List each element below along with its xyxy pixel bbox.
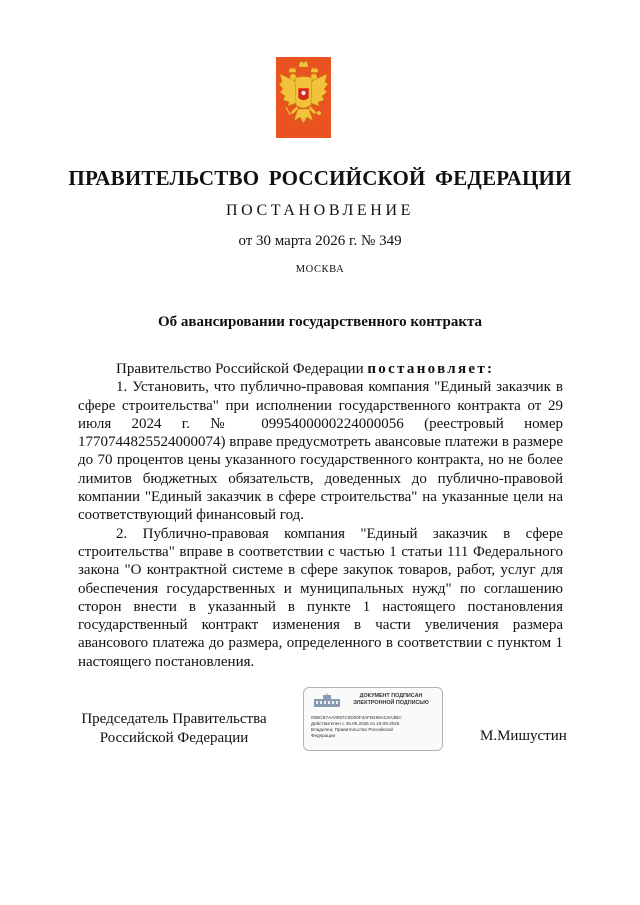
paragraph-1: 1. Установить, что публично-правовая компания "Единый заказчик в сфере строительства" при исполнении государственного контракта от 29 июля 2024 г. № 0995400000224000056 (реестровый номер 1770744825524000074) вправе предусмотреть авансовые платежи в размере до 70 процентов цены указанного государственного контракта, но не более лимитов бюджетных обязательств, доведенных до публично-правовой компании "Единый заказчик в сфере строительства" на указанные цели на соответствующий финансовый год.	[78, 379, 563, 524]
intro-prefix: Правительство Российской Федерации	[116, 361, 368, 377]
government-building-icon	[312, 693, 342, 708]
stamp-header	[344, 693, 438, 706]
document-body	[78, 360, 563, 671]
stamp-validity: Действителен с 26.06.2025 по 19.09.2026	[311, 721, 400, 726]
intro-verb: постановляет:	[367, 361, 495, 377]
document-subject: Об авансировании государственного контракта	[157, 314, 483, 330]
stamp-header-line-1: ДОКУМЕНТ ПОДПИСАН	[359, 693, 423, 699]
coat-of-arms-emblem	[276, 57, 331, 138]
document-date-number: от 30 марта 2026 г. № 349	[238, 233, 402, 249]
stamp-owner-line-2: Федерации	[311, 733, 336, 738]
government-title: ПРАВИТЕЛЬСТВО РОССИЙСКОЙ ФЕДЕРАЦИИ	[68, 166, 572, 190]
paragraph-2: 2. Публично-правовая компания "Единый заказчик в сфере строительства" вправе в соответствии с частью 1 статьи 111 Федерального закона "О контрактной системе в сфере закупок товаров, работ, услуг для обеспечения государственных и муниципальных нужд" по соглашению сторон внести в указанный в пункте 1 настоящего постановления государственный контракт изменения в части увеличения размера авансового платежа до размера, определенного в соответствии с пунктом 1 настоящего постановления.	[78, 525, 563, 670]
signer-position	[78, 710, 270, 747]
signer-position-line-1: Председатель Правительства	[81, 711, 267, 727]
document-type: ПОСТАНОВЛЕНИЕ	[226, 202, 414, 219]
stamp-header-line-2: ЭЛЕКТРОННОЙ ПОДПИСЬЮ	[353, 699, 429, 706]
stamp-certificate: 00BCB7AA0097C0D00F4AFB499AC8A3BC	[311, 715, 402, 720]
signer-position-line-2: Российской Федерации	[99, 729, 249, 746]
signer-name: М.Мишустин	[480, 728, 567, 744]
stamp-details	[311, 715, 437, 739]
electronic-signature-stamp	[303, 687, 443, 751]
stamp-owner-line-1: Владелец: Правительство Российской	[311, 727, 393, 732]
intro-line	[78, 360, 563, 378]
document-city: МОСКВА	[295, 264, 345, 275]
